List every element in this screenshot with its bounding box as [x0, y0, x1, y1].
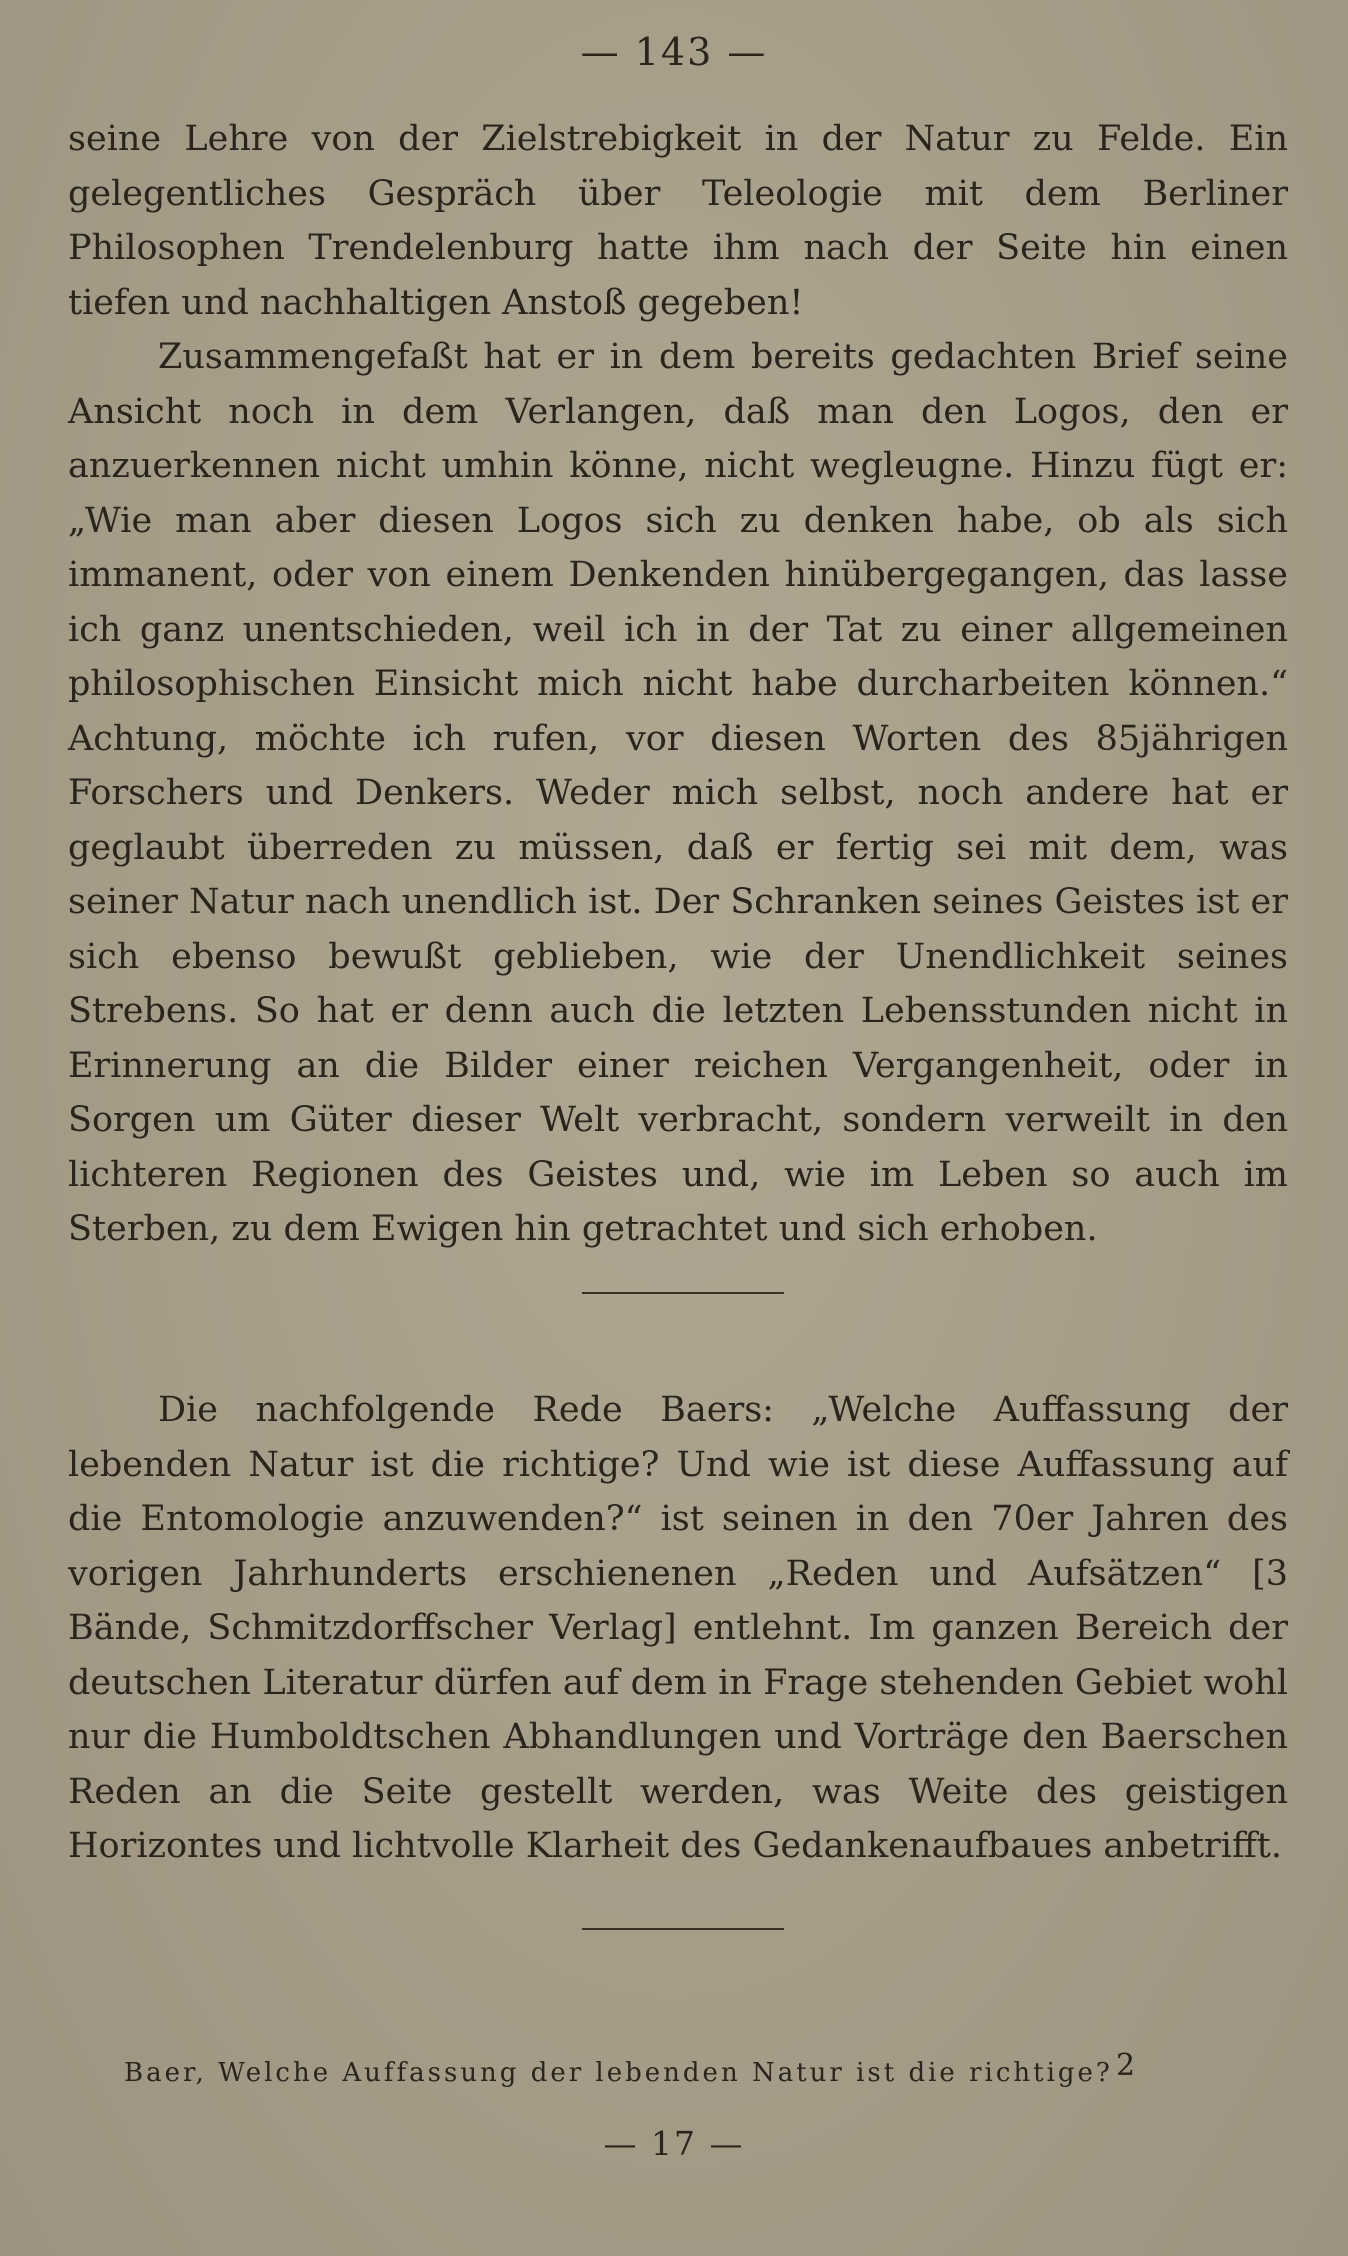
paragraph-main: [68, 330, 1288, 1257]
signature-mark: 2: [1116, 2048, 1136, 2083]
section-divider-bottom: [582, 1928, 784, 1930]
page-number-footer: — 17 —: [603, 2124, 745, 2163]
paragraph-note: [68, 1383, 1288, 1874]
paragraph-1-text: seine Lehre von der Zielstrebigkeit in der Natur zu Felde. Ein gelegentliches Gespräch über Teleologie mit dem Berliner Philosophen Trendelenburg hatte ihm nach der Seite hin einen tiefen und nachhaltigen Anstoß gegeben!: [68, 119, 1288, 323]
running-footer-title: Baer, Welche Auffassung der lebenden Natur ist die richtige?: [124, 2058, 1113, 2088]
paragraph-3-text: Die nachfolgende Rede Baers: „Welche Auffassung der lebenden Natur ist die richtige? Und wie ist diese Auffassung auf die Entomologie anzuwenden?“ ist seinen in den 70er Jahren des vorigen Jahrhunderts erschienenen „Reden und Aufsätzen“ [3 Bände, Schmitzdorffscher Verlag] entlehnt. Im ganzen Bereich der deutschen Literatur dürfen auf dem in Frage stehenden Gebiet wohl nur die Humboldtschen Abhandlungen und Vorträge den Baerschen Reden an die Seite gestellt werden, was Weite des geistigen Horizontes und lichtvolle Klarheit des Gedankenaufbaues anbetrifft.: [68, 1390, 1288, 1866]
paragraph-2-text: Zusammengefaßt hat er in dem bereits gedachten Brief seine Ansicht noch in dem Verlangen, daß man den Logos, den er anzuerkennen nicht umhin könne, nicht wegleugne. Hinzu fügt er: „Wie man aber diesen Logos sich zu denken habe, ob als sich immanent, oder von einem Denkenden hinübergegangen, das lasse ich ganz unentschieden, weil ich in der Tat zu einer allgemeinen philosophischen Einsicht mich nicht habe durcharbeiten können.“ Achtung, möchte ich rufen, vor diesen Worten des 85jährigen Forschers und Denkers. Weder mich selbst, noch andere hat er geglaubt überreden zu müssen, daß er fertig sei mit dem, was seiner Natur nach unendlich ist. Der Schranken seines Geistes ist er sich ebenso bewußt geblieben, wie der Unendlichkeit seines Strebens. So hat er denn auch die letzten Lebensstunden nicht in Erinnerung an die Bilder einer reichen Vergangenheit, oder in Sorgen um Güter dieser Welt verbracht, sondern verweilt in den lichteren Regionen des Geistes und, wie im Leben so auch im Sterben, zu dem Ewigen hin getrachtet und sich erhoben.: [68, 337, 1288, 1249]
page-number-header: — 143 —: [580, 30, 768, 74]
paragraph-continuation: [68, 112, 1288, 330]
section-divider-top: [582, 1292, 784, 1294]
